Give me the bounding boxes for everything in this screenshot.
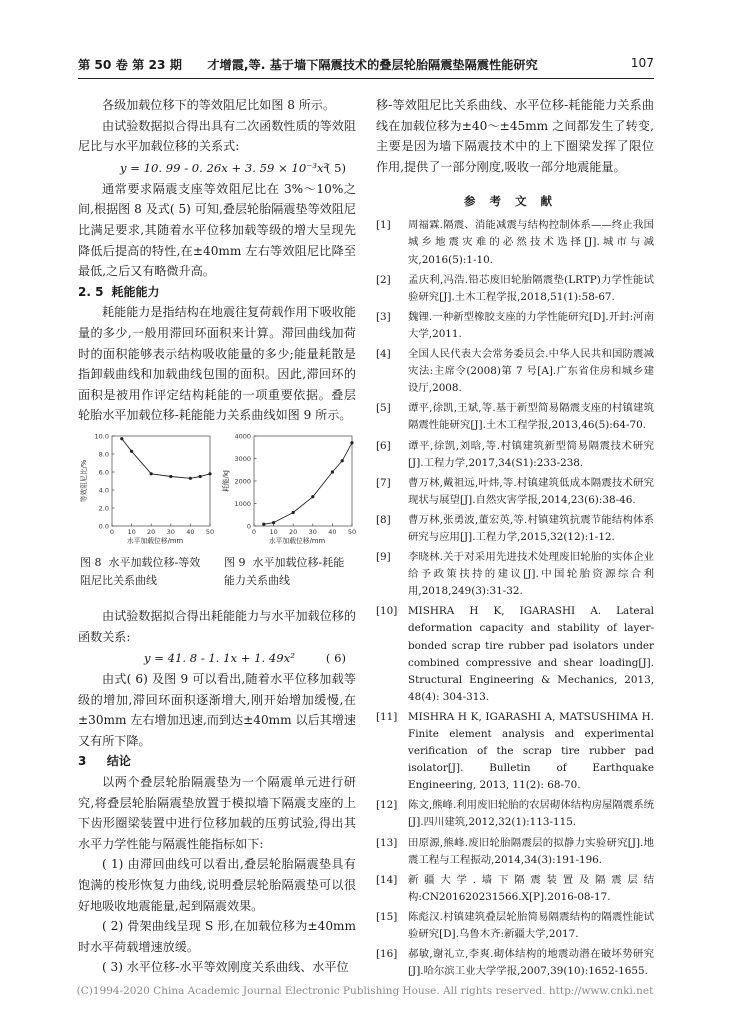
data-point (292, 511, 295, 514)
x-tick-label: 20 (289, 527, 298, 536)
paragraph: 移-等效阻尼比关系曲线、水平位移-耗能能力关系曲线在加载位移为±40～±45mm 之间都发生了转变,主要是因为墙下隔震技术中的上下圈梁发挥了限位作用,提供了一部分刚度,吸收一部分地震能量。 (376, 98, 654, 174)
x-tick-label: 50 (205, 527, 215, 536)
data-point (150, 472, 153, 475)
x-axis-label: 水平加载位移/mm (268, 536, 326, 545)
y-tick-label: 1000 (234, 499, 251, 508)
x-tick-label: 20 (147, 527, 156, 536)
reference-text: MISHRA H K, IGARASHI A, MATSUSHIMA H. Finite element analysis and experimental verification of the scrap tire rubber pad isolator[J]. Bulletin of Earthquake Engineering, 2013, 11(2): 68-70. (408, 710, 654, 792)
reference-item (376, 709, 654, 794)
y-tick-label: 4.0 (98, 486, 109, 495)
data-point (120, 437, 123, 440)
data-point (262, 523, 265, 526)
reference-number: [10] (376, 605, 398, 618)
reference-item (376, 217, 654, 268)
x-tick-label: 0 (109, 527, 115, 536)
reference-text: 曹万林,戴祖远,叶炜,等.村镇建筑低成本隔震技术研究现状与展望[J].自然灾害学报,2014,23(6):38-46. (408, 476, 654, 506)
reference-item (376, 272, 654, 306)
reference-text: 陈彪汉.村镇建筑叠层轮胎简易隔震结构的隔震性能试验研究[D].乌鲁木齐:新疆大学,2017. (408, 910, 654, 941)
y-axis-label: 等效阻尼比/% (80, 459, 88, 503)
x-tick-label: 40 (186, 527, 195, 536)
reference-number: [1] (376, 219, 391, 232)
data-point (350, 441, 353, 444)
reference-number: [15] (376, 910, 398, 923)
x-tick-label: 30 (308, 527, 317, 536)
reference-text: 全国人民代表大会常务委员会.中华人民共和国防震减灾法:主席令(2008)第 7 号[A].广东省住房和城乡建设厅,2008. (408, 348, 654, 395)
reference-item (376, 512, 654, 546)
series-line (264, 443, 352, 524)
equation-number: ( 6) (325, 651, 346, 666)
reference-item (376, 603, 654, 706)
reference-text: 谭平,徐凯,刘晗,等.村镇建筑新型简易隔震技术研究[J].工程力学,2017,34(S1):233-238. (408, 439, 654, 469)
reference-text: 谭平,徐凯,王斌,等.基于新型简易隔震支座的村镇建筑隔震性能研究[J].土木工程学报,2013,46(5):64-70. (408, 402, 654, 432)
y-tick-label: 0 (246, 522, 251, 531)
reference-item (376, 475, 654, 509)
paragraph: 通常要求隔震支座等效阻尼比在 3%～10%之间,根据图 8 及式( 5) 可知,叠层轮胎隔震垫等效阻尼比满足要求,其随着水平位移加载等级的增大呈现先降低后提高的特性,在±40mm 左右等效阻尼比降至最低,之后又有略微升高。 (78, 181, 356, 279)
y-tick-label: 0.0 (98, 522, 109, 531)
x-tick-label: 10 (127, 527, 136, 536)
x-tick-label: 30 (166, 527, 175, 536)
figure-row (78, 430, 356, 606)
y-tick-label: 3000 (234, 454, 251, 463)
figure-9-chart (220, 430, 358, 550)
x-tick-label: 40 (328, 527, 337, 536)
section-heading-2-5: 2. 5 耗能能力 (78, 284, 160, 299)
copyright-footer: (C)1994-2020 China Academic Journal Electronic Publishing House. All rights reserved. http://www.cnki.net (76, 985, 654, 997)
paragraph: 由试验数据拟合得出具有二次函数性质的等效阻尼比与水平加载位移的关系式: (78, 118, 356, 154)
reference-text: 孟庆利,冯浩.铅芯废旧轮胎隔震垫(LRTP)力学性能试验研究[J].土木工程学报,2018,51(1):58-67. (408, 273, 654, 303)
paragraph: 由式( 6) 及图 9 可以看出,随着水平位移加载等级的增加,滞回环面积逐渐增大,刚开始增加缓慢,在±30mm 左右增加迅速,而到达±40mm 以后其增速又有所下降。 (78, 672, 356, 748)
equation-text: y = 10. 99 - 0. 26x + 3. 59 × 10⁻³x² (120, 160, 329, 175)
data-point (208, 472, 211, 475)
paragraph: 各级加载位移下的等效阻尼比如图 8 所示。 (102, 98, 336, 112)
data-point (311, 495, 314, 498)
references-heading: 参考文献 (464, 194, 566, 209)
figure-8-caption: 图 8 水平加载位移-等效阻尼比关系曲线 (80, 555, 201, 587)
plot-frame (112, 436, 210, 526)
reference-item (376, 346, 654, 397)
reference-item (376, 438, 654, 472)
reference-number: [9] (376, 551, 391, 564)
paragraph: ( 2) 骨架曲线呈现 S 形,在加载位移为±40mm 时水平荷载增速放缓。 (78, 919, 356, 954)
x-tick-label: 0 (251, 527, 257, 536)
reference-number: [16] (376, 948, 398, 961)
data-point (169, 475, 172, 478)
reference-item (376, 797, 654, 831)
reference-number: [7] (376, 476, 391, 489)
reference-text: 李晓林.关于对采用先进技术处理废旧轮胎的实体企业给予政策扶持的建议[J].中国轮胎资源综合利用,2018,249(3):31-32. (408, 551, 654, 598)
y-tick-label: 2.0 (98, 504, 109, 513)
running-header (78, 56, 654, 78)
reference-text: 郝敏,谢礼立,李爽.砌体结构的地震动潜在破坏势研究[J].哈尔滨工业大学学报,2007,39(10):1652-1655. (408, 948, 654, 978)
paragraph: ( 3) 水平位移-水平等效刚度关系曲线、水平位 (102, 960, 349, 975)
page-number: 107 (630, 56, 654, 70)
reference-number: [4] (376, 348, 391, 361)
reference-number: [3] (376, 310, 391, 323)
section-heading-3: 3 结论 (78, 754, 131, 769)
data-point (199, 475, 202, 478)
reference-item (376, 909, 654, 943)
reference-item (376, 872, 654, 906)
reference-item (376, 549, 654, 600)
paragraph: 以两个叠层轮胎隔震垫为一个隔震单元进行研究,将叠层轮胎隔震垫放置于模拟墙下隔震支座的上下齿形圈梁装置中进行位移加载的压剪试验,得出其水平力学性能与隔震性能指标如下: (78, 775, 356, 851)
header-authors: 才增霞,等. (207, 58, 266, 72)
reference-text: 魏锂.一种新型橡胶支座的力学性能研究[D].开封:河南大学,2011. (408, 310, 654, 340)
plot-frame (254, 436, 352, 526)
header-title: 基于墙下隔震技术的叠层轮胎隔震垫隔震性能研究 (269, 58, 538, 72)
equation-5 (78, 157, 356, 179)
equation-number: ( 5) (325, 160, 346, 175)
equation-6 (78, 647, 356, 669)
reference-item (376, 946, 654, 980)
series-line (122, 439, 210, 479)
x-tick-label: 10 (269, 527, 278, 536)
reference-number: [12] (376, 799, 398, 812)
reference-number: [11] (376, 710, 398, 723)
x-axis-label: 水平加载位移/mm (126, 536, 184, 545)
x-tick-label: 50 (347, 527, 357, 536)
y-tick-label: 6.0 (98, 468, 109, 477)
reference-text: MISHRA H K, IGARASHI A. Lateral deformation capacity and stability of layer-bonded scrap tire rubber pad isolators under combined compressive and shear loading[J]. Structural Engineering & Mechanics, 2013, 48(4): 304-313. (408, 605, 654, 703)
reference-item (376, 400, 654, 434)
reference-number: [13] (376, 836, 398, 849)
right-column (376, 95, 654, 983)
paragraph: ( 1) 由滞回曲线可以看出,叠层轮胎隔震垫具有饱满的梭形恢复力曲线,说明叠层轮胎隔震垫可以很好地吸收地震能量,起到隔震效果。 (78, 857, 356, 913)
y-tick-label: 10.0 (94, 432, 109, 441)
reference-list (376, 217, 654, 980)
reference-item (376, 835, 654, 869)
reference-text: 陈文,熊峰.利用废旧轮胎的农居砌体结构房屋隔震系统[J].四川建筑,2012,32(1):113-115. (408, 799, 654, 829)
equation-text: y = 41. 8 - 1. 1x + 1. 49x² (144, 651, 295, 666)
journal-issue: 第 50 卷 第 23 期 (78, 58, 182, 72)
reference-number: [6] (376, 439, 391, 452)
y-tick-label: 2000 (234, 477, 251, 486)
reference-text: 周福霖.隔震、消能减震与结构控制体系——终止我国城乡地震灾难的必然技术选择[J].城市与减灾,2016(5):1-10. (408, 219, 654, 266)
reference-number: [2] (376, 273, 391, 286)
y-tick-label: 4000 (234, 432, 251, 441)
reference-text: 新疆大学.墙下隔震装置及隔震层结构:CN201620231566.X[P].2016-08-17. (408, 873, 654, 903)
data-point (189, 477, 192, 480)
paragraph: 耗能能力是指结构在地震往复荷载作用下吸收能量的多少,一般用滞回环面积来计算。滞回曲线加荷时的面积能够表示结构吸收能量的多少;能量耗散是指卸载曲线和加载曲线包围的面积。因此,滞回环的面积是被用作评定结构耗能的一项重要依据。叠层轮胎水平加载位移-耗能能力关系曲线如图 9 所示。 (78, 305, 356, 423)
figure-9-caption: 图 9 水平加载位移-耗能能力关系曲线 (224, 555, 345, 587)
reference-item (376, 309, 654, 343)
data-point (272, 521, 275, 524)
y-tick-label: 8.0 (98, 450, 109, 459)
paragraph: 由试验数据拟合得出耗能能力与水平加载位移的函数关系: (78, 608, 356, 644)
figure-8-chart (78, 430, 216, 550)
reference-text: 田原源,熊峰.废旧轮胎隔震层的拟静力实验研究[J].地震工程与工程振动,2014,34(3):191-196. (408, 836, 654, 866)
reference-number: [5] (376, 402, 391, 415)
data-point (341, 459, 344, 462)
data-point (130, 450, 133, 453)
reference-number: [8] (376, 513, 391, 526)
reference-number: [14] (376, 873, 398, 886)
header-rule (78, 78, 654, 79)
reference-text: 曹万林,张勇波,董宏英,等.村镇建筑抗震节能结构体系研究与应用[J].工程力学,2015,32(12):1-12. (408, 513, 654, 543)
data-point (331, 470, 334, 473)
left-column (78, 95, 356, 978)
y-axis-label: 耗能/kJ (222, 469, 230, 492)
